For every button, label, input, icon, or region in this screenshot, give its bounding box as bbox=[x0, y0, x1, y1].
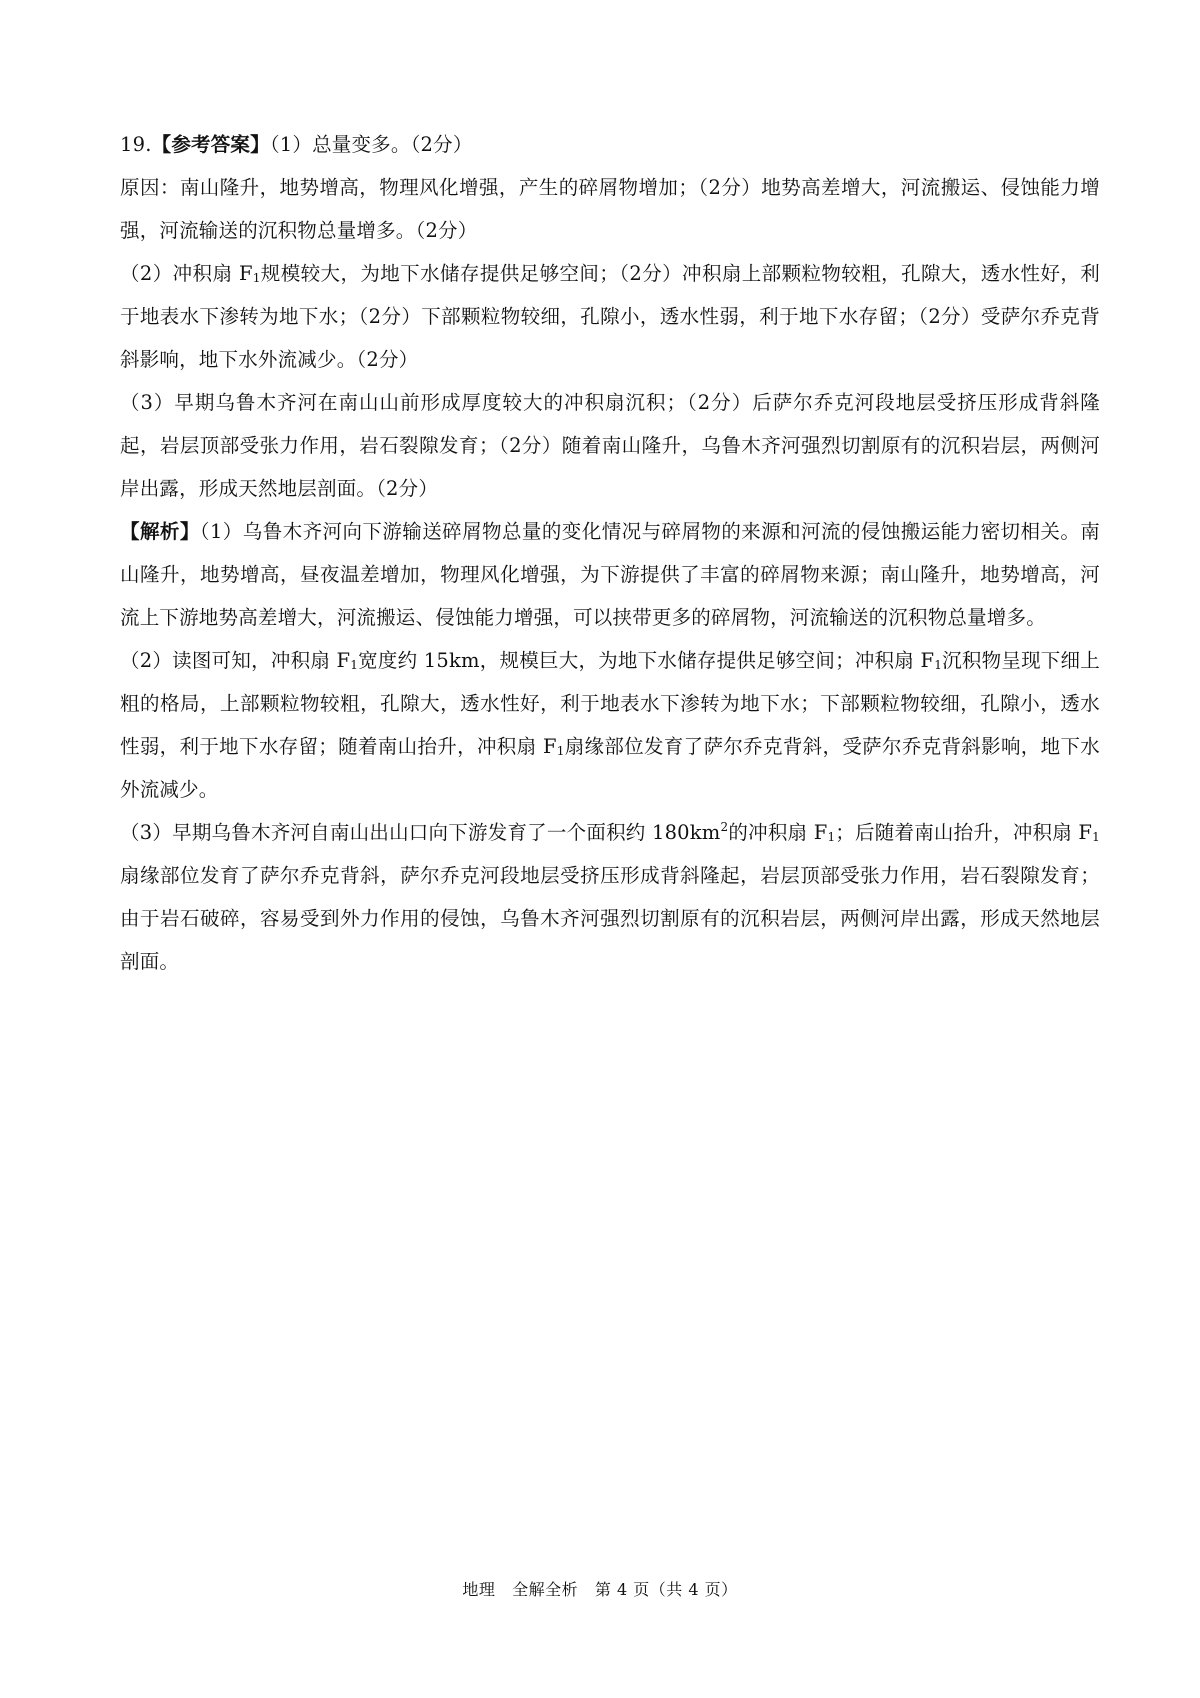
subscript: 1 bbox=[934, 658, 943, 672]
superscript: 2 bbox=[720, 820, 729, 834]
subscript: 1 bbox=[252, 271, 261, 285]
answer-reason-paragraph: 原因：南山隆升，地势增高，物理风化增强，产生的碎屑物增加；（2分）地势高差增大，河流搬运、侵蚀能力增强，河流输送的沉积物总量增多。（2分） bbox=[120, 176, 1100, 242]
analysis-part2-paragraph bbox=[120, 639, 1100, 811]
footer-text: 地理 全解全析 第 4 页（共 4 页） bbox=[462, 1580, 738, 1599]
answer-part3-paragraph: （3）早期乌鲁木齐河在南山山前形成厚度较大的冲积扇沉积；（2分）后萨尔乔克河段地层受挤压形成背斜隆起，岩层顶部受张力作用，岩石裂隙发育；（2分）随着南山隆升，乌鲁木齐河强烈切割原有的沉积岩层，两侧河岸出露，形成天然地层剖面。（2分） bbox=[120, 391, 1100, 500]
analysis-part3-text-c: ；后随着南山抬升，冲积扇 F bbox=[835, 821, 1093, 844]
analysis-part2-text-a: （2）读图可知，冲积扇 F bbox=[120, 649, 351, 672]
analysis-part3-paragraph bbox=[120, 811, 1100, 983]
question-number: 19. bbox=[120, 133, 152, 156]
page-footer bbox=[0, 1578, 1200, 1602]
answer-content bbox=[120, 123, 1100, 983]
answer-part2-text-a: （2）冲积扇 F bbox=[120, 262, 253, 285]
analysis-part3-text-b: 的冲积扇 F bbox=[728, 821, 828, 844]
answer-label: 【参考答案】 bbox=[151, 133, 270, 156]
answer-part1: （1）总量变多。（2分） bbox=[269, 133, 473, 156]
analysis-part1-paragraph bbox=[120, 510, 1100, 639]
analysis-part2-text-b: 宽度约 15km，规模巨大，为地下水储存提供足够空间；冲积扇 F bbox=[358, 649, 935, 672]
subscript: 1 bbox=[827, 830, 836, 844]
subscript: 1 bbox=[556, 744, 565, 758]
subscript: 1 bbox=[1092, 830, 1101, 844]
answer-part2-paragraph bbox=[120, 252, 1100, 381]
analysis-part2-text-c: 沉积物呈现下细上粗的格局，上部颗粒物较粗，孔隙大，透水性好，利于地表水下渗转为地下水；下部颗粒物较细，孔隙小，透水性弱，利于地下水存留；随着南山抬升，冲积扇 F bbox=[120, 649, 1100, 758]
answer-part2-text-b: 规模较大，为地下水储存提供足够空间；（2分）冲积扇上部颗粒物较粗，孔隙大，透水性好，利于地表水下渗转为地下水；（2分）下部颗粒物较细，孔隙小，透水性弱，利于地下水存留；（2分）受萨尔乔克背斜影响，地下水外流减少。（2分） bbox=[120, 262, 1100, 371]
analysis-part1-text: （1）乌鲁木齐河向下游输送碎屑物总量的变化情况与碎屑物的来源和河流的侵蚀搬运能力密切相关。南山隆升，地势增高，昼夜温差增加，物理风化增强，为下游提供了丰富的碎屑物来源；南山隆升，地势增高，河流上下游地势高差增大，河流搬运、侵蚀能力增强，可以挟带更多的碎屑物，河流输送的沉积物总量增多。 bbox=[120, 520, 1100, 629]
analysis-label: 【解析】 bbox=[120, 520, 200, 543]
q19-answer-line bbox=[120, 123, 1100, 166]
analysis-part2-text-d: 扇缘部位发育了萨尔乔克背斜，受萨尔乔克背斜影响，地下水外流减少。 bbox=[120, 735, 1100, 801]
subscript: 1 bbox=[350, 658, 359, 672]
analysis-part3-text-d: 扇缘部位发育了萨尔乔克背斜，萨尔乔克河段地层受挤压形成背斜隆起，岩层顶部受张力作用，岩石裂隙发育；由于岩石破碎，容易受到外力作用的侵蚀，乌鲁木齐河强烈切割原有的沉积岩层，两侧河岸出露，形成天然地层剖面。 bbox=[120, 864, 1100, 973]
analysis-part3-text-a: （3）早期乌鲁木齐河自南山出山口向下游发育了一个面积约 180km bbox=[120, 821, 721, 844]
